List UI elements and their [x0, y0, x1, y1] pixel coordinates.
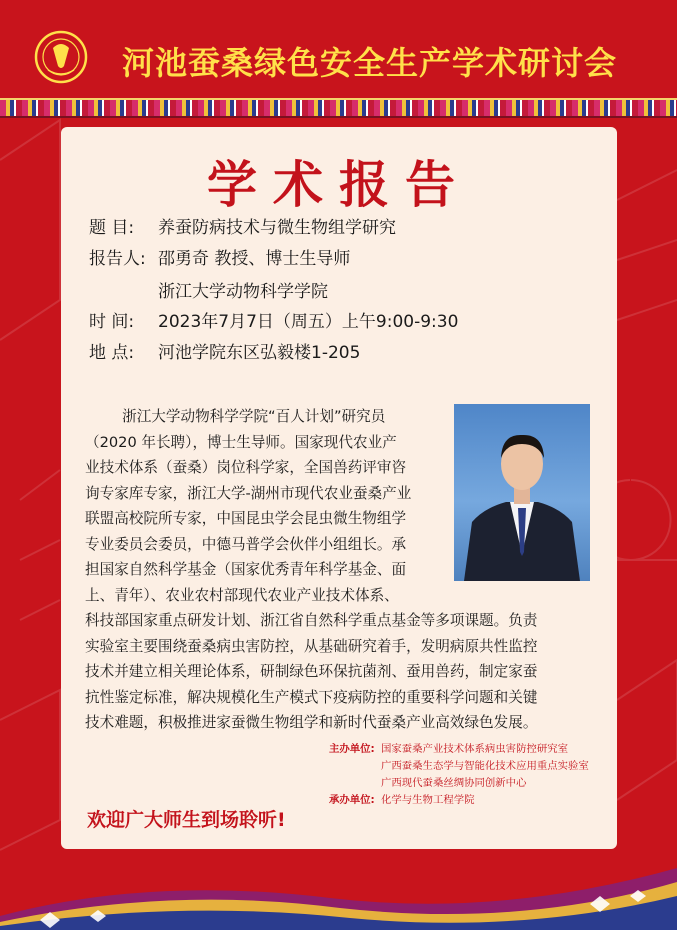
bio-line: （2020 年长聘），博士生导师。国家现代农业产 — [85, 433, 397, 451]
venue-row — [89, 338, 360, 363]
bottom-decoration — [0, 856, 677, 930]
bio-line: 联盟高校院所专家，中国昆虫学会昆虫微生物组学 — [85, 510, 407, 527]
organizer-name: 化学与生物工程学院 — [381, 794, 475, 806]
bio-line: 担国家自然科学基金（国家优秀青年科学基金、面 — [85, 561, 407, 578]
speaker-affiliation: 浙江大学动物科学学院 — [158, 282, 328, 302]
bio-line: 实验室主要围绕蚕桑病虫害防控，从基础研究着手，发明病原共性监控 — [85, 637, 538, 655]
decorative-ribbon — [0, 98, 677, 118]
bio-line: 业技术体系（蚕桑）岗位科学家，全国兽药评审咨 — [85, 459, 407, 476]
page-title: 学术报告 — [207, 155, 471, 214]
organizer-row — [329, 758, 589, 775]
venue-value: 河池学院东区弘毅楼1-205 — [158, 343, 361, 363]
organizers — [329, 741, 589, 809]
speaker-value: 邵勇奇 教授、博士生导师 — [158, 249, 351, 269]
speaker-label: 报告人: — [89, 249, 146, 269]
event-title: 河池蚕桑绿色安全生产学术研讨会 — [122, 44, 618, 82]
university-seal-icon — [34, 30, 88, 84]
organizer-row — [329, 741, 589, 758]
organizer-row — [329, 792, 589, 809]
bio-line: 科技部国家重点研发计划、浙江省自然科学重点基金等多项课题。负责 — [85, 612, 538, 629]
time-value: 2023年7月7日（周五）上午9:00-9:30 — [158, 312, 459, 332]
speaker-bio — [85, 404, 595, 736]
bio-line: 技术难题，积极推进家蚕微生物组学和新时代蚕桑产业高效绿色发展。 — [85, 714, 538, 731]
organizer-row — [329, 775, 589, 792]
topic-label: 题 目: — [89, 218, 135, 238]
organizer-label: 承办单位: — [329, 794, 375, 806]
organizer-label: 主办单位: — [329, 743, 375, 755]
organizer-name: 广西现代蚕桑丝绸协同创新中心 — [381, 777, 527, 789]
organizer-name: 国家蚕桑产业技术体系病虫害防控研究室 — [381, 743, 569, 755]
bio-line: 技术并建立相关理论体系，研制绿色环保抗菌剂、蚕用兽药，制定家蚕 — [85, 663, 538, 680]
bio-line: 专业委员会委员，中德马普学会伙伴小组组长。承 — [85, 535, 407, 553]
content-card — [61, 127, 617, 849]
welcome-message: 欢迎广大师生到场聆听! — [87, 809, 286, 831]
header — [0, 0, 677, 100]
topic-row — [89, 213, 396, 238]
organizer-name: 广西蚕桑生态学与智能化技术应用重点实验室 — [381, 760, 589, 772]
time-label: 时 间: — [89, 312, 135, 332]
bio-line: 抗性鉴定标准，解决规模化生产模式下疫病防控的重要科学问题和关键 — [85, 688, 538, 706]
venue-label: 地 点: — [89, 343, 135, 363]
bio-line: 浙江大学动物科学学院“百人计划”研究员 — [85, 408, 386, 425]
bio-line: 上、青年）、农业农村部现代农业产业技术体系、 — [85, 586, 399, 604]
bio-line: 询专家库专家，浙江大学-湖州市现代农业蚕桑产业 — [85, 484, 412, 502]
time-row — [89, 307, 458, 332]
topic-value: 养蚕防病技术与微生物组学研究 — [158, 218, 396, 238]
speaker-row — [89, 244, 350, 269]
